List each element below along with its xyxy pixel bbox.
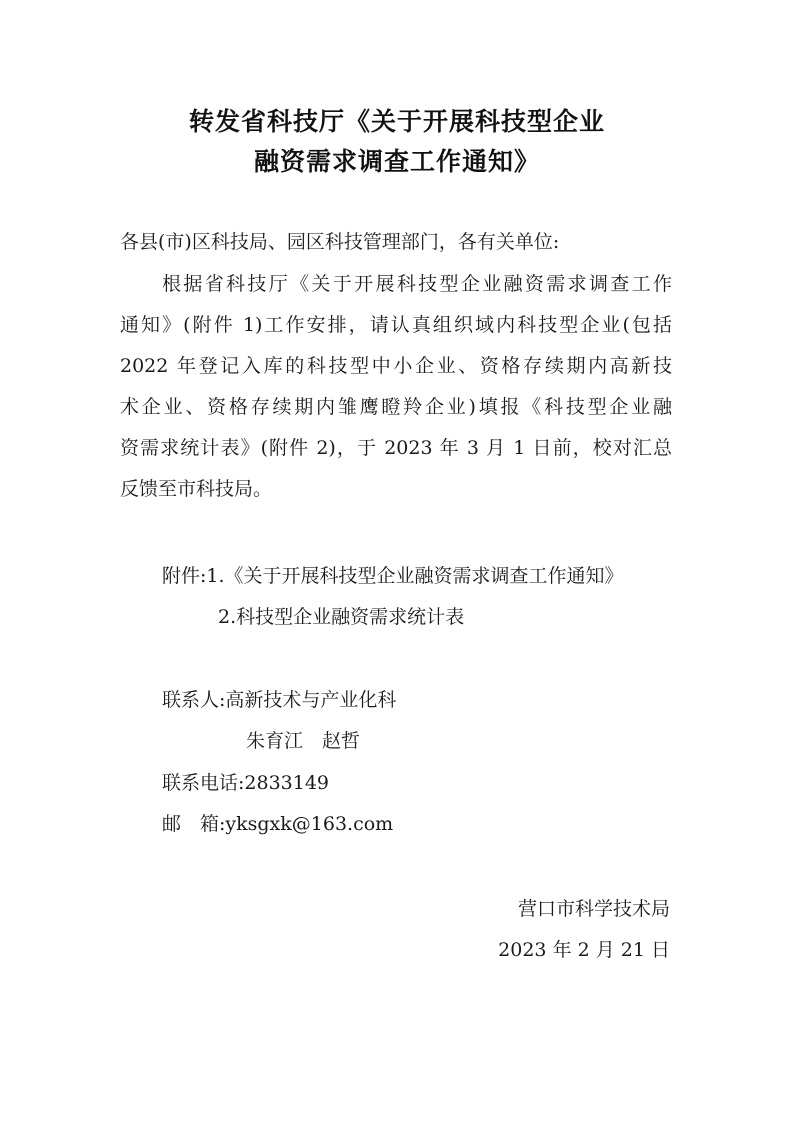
signature-date: 2023 年 2 月 21 日 <box>498 939 670 961</box>
body-paragraph-line: 2022 年登记入库的科技型中小企业、资格存续期内高新技 <box>120 355 672 377</box>
document-title-line-1: 转发省科技厅《关于开展科技型企业 <box>188 107 605 136</box>
contact-phone: 联系电话:2833149 <box>162 772 330 794</box>
body-paragraph-line: 根据省科技厅《关于开展科技型企业融资需求调查工作 <box>162 273 672 295</box>
body-paragraph-line: 反馈至市科技局。 <box>120 478 273 500</box>
body-paragraph-line: 术企业、资格存续期内雏鹰瞪羚企业)填报《科技型企业融 <box>120 396 672 418</box>
contact-email: 邮 箱:yksgxk@163.com <box>162 813 394 835</box>
signature-organization: 营口市科学技术局 <box>517 898 670 920</box>
contact-names: 朱育江 赵哲 <box>246 730 361 752</box>
attachment-item-2: 2.科技型企业融资需求统计表 <box>218 606 465 628</box>
contact-person: 联系人:高新技术与产业化科 <box>162 689 397 711</box>
document-title-line-2: 融资需求调查工作通知》 <box>253 147 540 176</box>
salutation: 各县(市)区科技局、园区科技管理部门，各有关单位: <box>120 231 560 253</box>
attachment-item-1: 附件:1.《关于开展科技型企业融资需求调查工作通知》 <box>162 565 624 587</box>
body-paragraph-line: 通知》(附件 1)工作安排，请认真组织域内科技型企业(包括 <box>120 314 672 336</box>
body-paragraph-line: 资需求统计表》(附件 2)，于 2023 年 3 月 1 日前，校对汇总 <box>120 437 672 459</box>
